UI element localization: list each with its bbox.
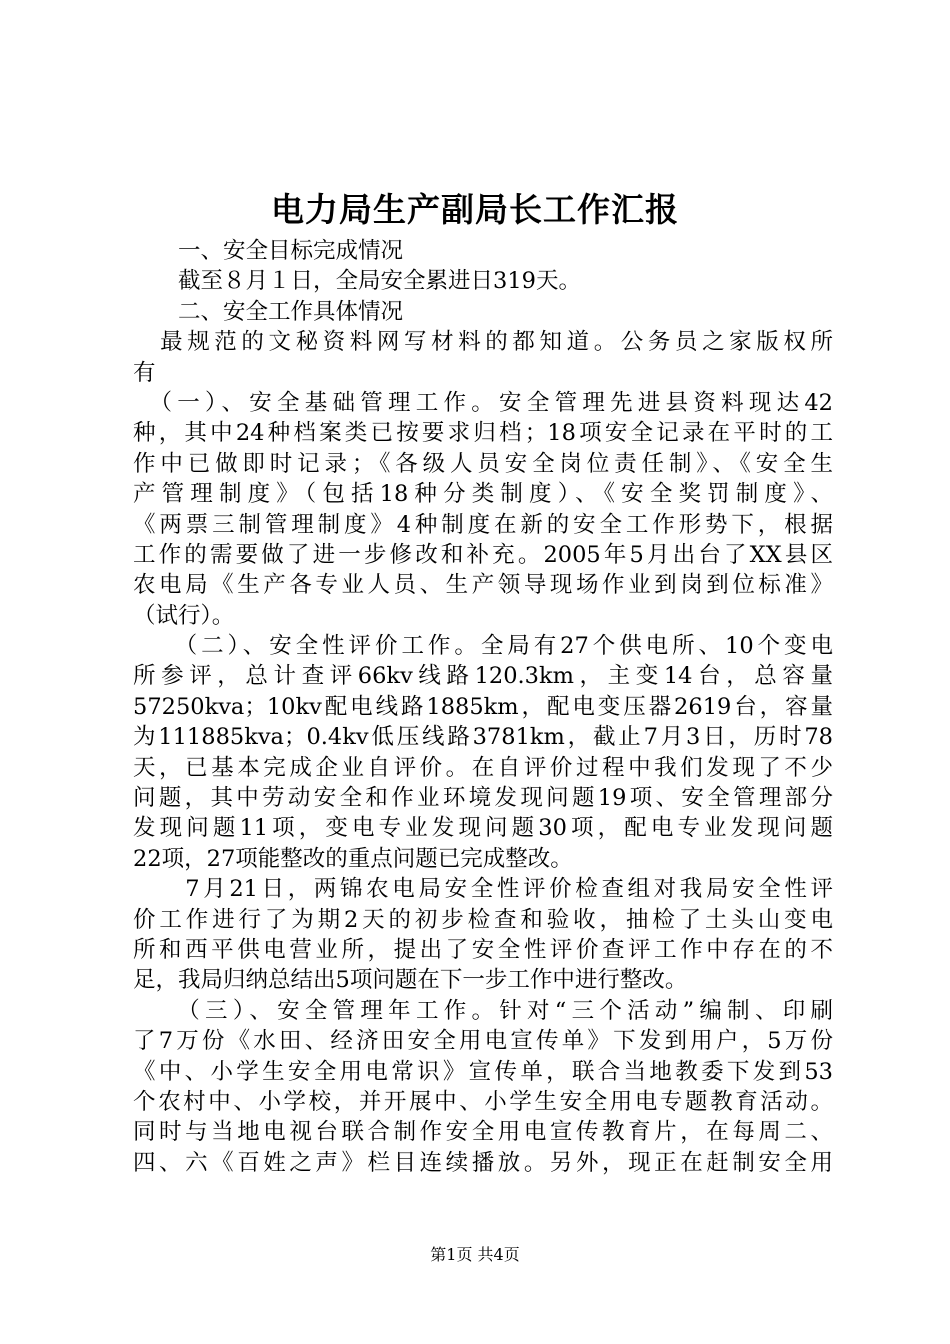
text-line: （一）、安全基础管理工作。安全管理先进县资料现达42 [133,389,833,416]
text-line: 一、安全目标完成情况 [133,238,404,264]
text-line: 7月21日，两锦农电局安全性评价检查组对我局安全性评 [133,876,833,903]
text-line: 问题，其中劳动安全和作业环境发现问题19项、安全管理部分 [133,785,833,812]
text-line: 足，我局归纳总结出5项问题在下一步工作中进行整改。 [133,967,688,994]
text-line: 《两票三制管理制度》4种制度在新的安全工作形势下，根据 [133,511,833,538]
text-line: 二、安全工作具体情况 [133,298,404,325]
text-line: 同时与当地电视台联合制作安全用电宣传教育片，在每周二、 [133,1119,833,1146]
text-line: 《中、小学生安全用电常识》宣传单，联合当地教委下发到53 [133,1058,833,1085]
text-line: （二）、安全性评价工作。全局有27个供电所、10个变电 [133,633,833,660]
document-title: 电力局生产副局长工作汇报 [271,190,679,229]
text-line: （三）、安全管理年工作。针对“三个活动”编制、印刷 [133,997,833,1024]
text-line: 发现问题11项，变电专业发现问题30项，配电专业发现问题 [133,815,833,842]
text-line: 价工作进行了为期2天的初步检查和验收，抽检了土头山变电 [133,906,833,933]
text-line: （试行）。 [133,602,235,629]
text-line: 最规范的文秘资料网写材料的都知道。公务员之家版权所 [133,329,833,356]
text-line: 22项，27项能整改的重点问题已完成整改。 [133,845,573,872]
text-line: 农电局《生产各专业人员、生产领导现场作业到岗到位标准》 [133,572,833,599]
text-line: 四、六《百姓之声》栏目连续播放。另外，现正在赶制安全用 [133,1149,833,1176]
page-number: 第1页 共4页 [430,1245,520,1264]
text-line: 工作的需要做了进一步修改和补充。2005年5月出台了XX县区 [133,541,833,568]
text-line: 所参评，总计查评66kv线路120.3km，主变14台，总容量 [133,663,833,690]
text-line: 有 [133,359,156,386]
text-line: 所和西平供电营业所，提出了安全性评价查评工作中存在的不 [133,936,833,963]
text-line: 了7万份《水田、经济田安全用电宣传单》下发到用户，5万份 [133,1028,833,1055]
text-line: 截至８月１日，全局安全累进日319天。 [133,268,581,295]
document-body [133,236,833,1178]
text-line: 为111885kva；0.4kv低压线路3781km，截止7月3日，历时78 [133,724,833,751]
text-line: 57250kva；10kv配电线路1885km，配电变压器2619台，容量 [133,693,833,720]
text-line: 种，其中24种档案类已按要求归档；18项安全记录在平时的工 [133,420,833,447]
text-line: 产管理制度》（包括18种分类制度）、《安全奖罚制度》、 [133,481,833,508]
text-line: 个农村中、小学校，并开展中、小学生安全用电专题教育活动。 [133,1088,833,1115]
text-line: 天，已基本完成企业自评价。在自评价过程中我们发现了不少 [133,754,833,781]
text-line: 作中已做即时记录；《各级人员安全岗位责任制》、《安全生 [133,450,833,477]
